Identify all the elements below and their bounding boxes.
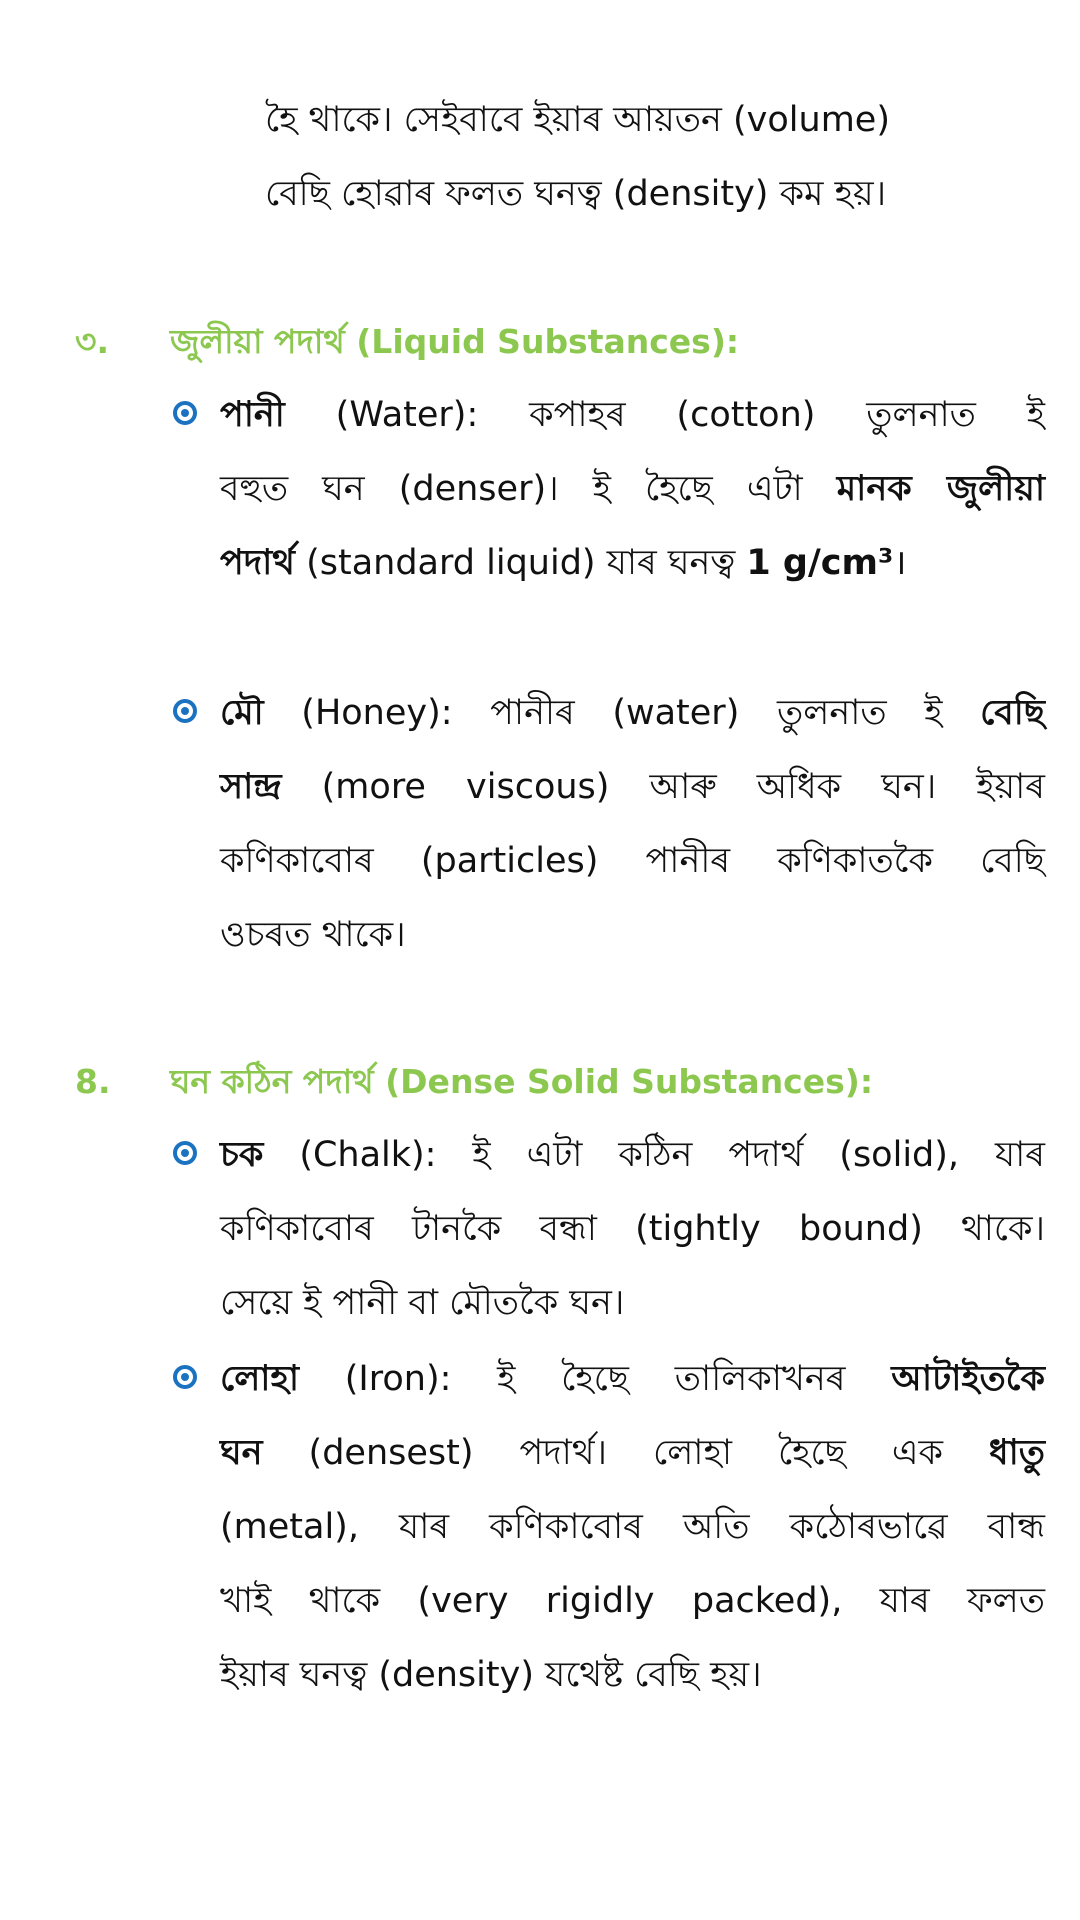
term-honey: মৌ bbox=[220, 693, 264, 733]
bullet-line bbox=[220, 526, 1045, 600]
section-4-title: ঘন কঠিন পদাৰ্থ (Dense Solid Substances): bbox=[170, 1062, 874, 1101]
bullet-line bbox=[220, 1192, 1045, 1266]
text-segment: (more viscous) আৰু অধিক ঘন। ইয়াৰ bbox=[281, 767, 1045, 807]
term-water: পানী bbox=[220, 395, 285, 435]
text-segment: ইয়াৰ ঘনত্ব (density) যথেষ্ট বেছি হয়। bbox=[220, 1655, 762, 1695]
text-segment: বহুত ঘন (denser)। ই হৈছে এটা bbox=[220, 469, 837, 509]
section-4-number: 8. bbox=[75, 1062, 111, 1101]
text-segment: কণিকাবোৰ (particles) পানীৰ কণিকাতকৈ বেছি bbox=[220, 841, 1045, 881]
intro-line: বেছি হোৱাৰ ফলত ঘনত্ব (density) কম হয়। bbox=[265, 174, 887, 214]
text-segment: (densest) পদাৰ্থ। লোহা হৈছে এক bbox=[262, 1433, 989, 1473]
text-segment: ওচৰত থাকে। bbox=[220, 915, 406, 955]
text-segment: কণিকাবোৰ টানকৈ বন্ধা (tightly bound) থাকে। bbox=[220, 1209, 1045, 1249]
text-segment: খাই থাকে (very rigidly packed), যাৰ ফলত bbox=[220, 1581, 1045, 1621]
text-segment: (Water): কপাহৰ (cotton) তুলনাত ই bbox=[284, 395, 1045, 435]
section-3-title: জুলীয়া পদাৰ্থ (Liquid Substances): bbox=[170, 322, 740, 361]
term-chalk: চক bbox=[220, 1135, 264, 1175]
radio-bullet-icon bbox=[173, 1365, 197, 1389]
text-segment: । bbox=[893, 543, 907, 583]
text-segment: (Iron): ই হৈছে তালিকাখনৰ bbox=[298, 1359, 892, 1399]
bullet-line bbox=[220, 378, 1045, 452]
text-segment: (metal), যাৰ কণিকাবোৰ অতি কঠোৰভাৱে বান্ধ bbox=[220, 1507, 1045, 1547]
radio-bullet-icon bbox=[173, 699, 197, 723]
bullet-honey bbox=[170, 676, 1045, 972]
text-segment: (Chalk): ই এটা কঠিন পদাৰ্থ (solid), যাৰ bbox=[263, 1135, 1045, 1175]
text-segment: (Honey): পানীৰ (water) তুলনাত ই bbox=[263, 693, 981, 733]
bullet-line bbox=[220, 1416, 1045, 1490]
term-metal: ধাতু bbox=[988, 1433, 1045, 1473]
text-segment: সেয়ে ই পানী বা মৌতকৈ ঘন। bbox=[220, 1283, 625, 1323]
bullet-line bbox=[220, 1266, 1045, 1340]
section-4-heading bbox=[75, 1057, 1035, 1107]
bullet-line bbox=[220, 1564, 1045, 1638]
bullet-line bbox=[220, 1342, 1045, 1416]
term-more: বেছি bbox=[980, 693, 1045, 733]
section-3-number: ৩. bbox=[75, 322, 109, 361]
bullet-line bbox=[220, 1638, 1045, 1712]
bullet-chalk bbox=[170, 1118, 1045, 1340]
term-substance: পদাৰ্থ bbox=[220, 543, 295, 583]
bullet-line bbox=[220, 452, 1045, 526]
density-value: 1 g/cm³ bbox=[746, 543, 894, 583]
term-dense: ঘন bbox=[220, 1433, 263, 1473]
radio-bullet-icon bbox=[173, 401, 197, 425]
bullet-line bbox=[220, 898, 1045, 972]
term-iron: লোহা bbox=[220, 1359, 299, 1399]
radio-bullet-icon bbox=[173, 1141, 197, 1165]
intro-line: হৈ থাকে। সেইবাবে ইয়াৰ আয়তন (volume) bbox=[265, 100, 890, 140]
intro-paragraph bbox=[265, 83, 1035, 231]
bullet-line bbox=[220, 824, 1045, 898]
bullet-line bbox=[220, 1118, 1045, 1192]
term-viscous: সান্দ্ৰ bbox=[220, 767, 282, 807]
section-3-heading bbox=[75, 317, 1035, 367]
bullet-line bbox=[220, 676, 1045, 750]
bullet-water bbox=[170, 378, 1045, 600]
bullet-iron bbox=[170, 1342, 1045, 1712]
bullet-line bbox=[220, 1490, 1045, 1564]
term-most: আটাইতকৈ bbox=[891, 1359, 1045, 1399]
bullet-line bbox=[220, 750, 1045, 824]
term-standard-liquid: মানক জুলীয়া bbox=[836, 469, 1045, 509]
text-segment: (standard liquid) যাৰ ঘনত্ব bbox=[294, 543, 747, 583]
